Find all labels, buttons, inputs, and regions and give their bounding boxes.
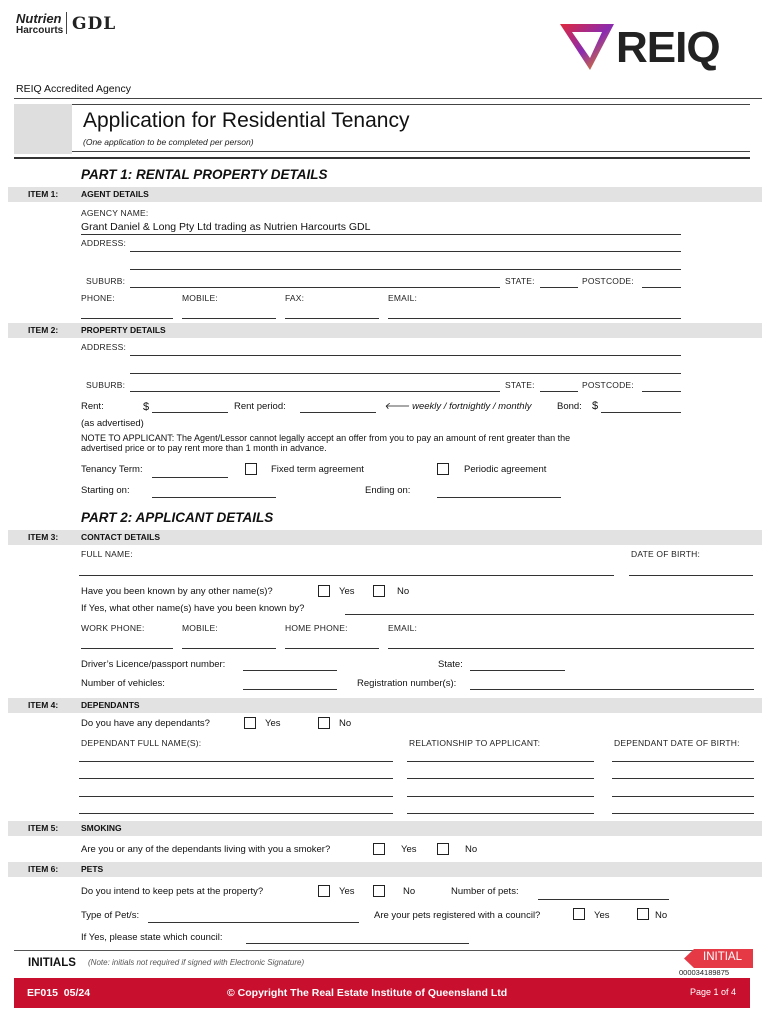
pets-yes-label: Yes	[339, 886, 355, 897]
applicant-email-field[interactable]	[388, 648, 754, 649]
council-field[interactable]	[246, 943, 469, 944]
smoking-yes-label: Yes	[401, 844, 417, 855]
other-names-no-checkbox[interactable]	[373, 585, 385, 597]
item5-number: ITEM 5:	[28, 823, 59, 833]
property-address-label: ADDRESS:	[81, 342, 127, 352]
periodic-checkbox[interactable]	[437, 463, 449, 475]
agent-mobile-field[interactable]	[182, 318, 276, 319]
pets-number-field[interactable]	[538, 899, 669, 900]
item4-bar	[8, 698, 762, 713]
agent-suburb-label: SUBURB:	[86, 276, 126, 286]
full-name-label: FULL NAME:	[81, 549, 133, 559]
reiq-logo-mark-icon	[556, 18, 620, 74]
part1-heading: PART 1: RENTAL PROPERTY DETAILS	[81, 167, 328, 182]
agent-state-field[interactable]	[540, 287, 578, 288]
dependant-relationship-field-3[interactable]	[407, 796, 594, 797]
item6-title: PETS	[81, 864, 104, 874]
page-subtitle: (One application to be completed per person)	[83, 137, 254, 147]
note-line-1: NOTE TO APPLICANT: The Agent/Lessor cannot legally accept an offer from you to pay an amount of rent greater than the	[81, 433, 571, 443]
agent-fax-field[interactable]	[285, 318, 379, 319]
ending-on-field[interactable]	[437, 497, 561, 498]
fixed-term-label: Fixed term agreement	[271, 464, 364, 475]
other-names-question: Have you been known by any other name(s)?	[81, 586, 273, 597]
council-label: If Yes, please state which council:	[81, 932, 223, 943]
pet-type-label: Type of Pet/s:	[81, 910, 140, 921]
dependants-yes-label: Yes	[265, 718, 281, 729]
item1-title: AGENT DETAILS	[81, 189, 149, 199]
dependant-name-field-4[interactable]	[79, 813, 393, 814]
agent-logo-harcourts: Harcourts	[16, 25, 64, 36]
other-names-no-label: No	[397, 586, 410, 597]
agent-address-label: ADDRESS:	[81, 238, 127, 248]
item5-bar	[8, 821, 762, 836]
registered-yes-checkbox[interactable]	[573, 908, 585, 920]
agency-name-value[interactable]: Grant Daniel & Long Pty Ltd trading as Nutrien Harcourts GDL	[81, 221, 371, 233]
licence-field[interactable]	[243, 670, 337, 671]
tenancy-term-field[interactable]	[152, 477, 228, 478]
agency-name-label: AGENCY NAME:	[81, 208, 149, 218]
bond-label: Bond:	[557, 401, 582, 412]
smoking-no-checkbox[interactable]	[437, 843, 449, 855]
agent-phone-label: PHONE:	[81, 293, 115, 303]
dependant-relationship-field-2[interactable]	[407, 778, 594, 779]
item4-number: ITEM 4:	[28, 700, 59, 710]
home-phone-label: HOME PHONE:	[285, 623, 348, 633]
copyright: © Copyright The Real Estate Institute of Queensland Ltd	[227, 987, 508, 999]
other-names-yes-checkbox[interactable]	[318, 585, 330, 597]
item6-number: ITEM 6:	[28, 864, 59, 874]
agent-logo	[14, 6, 134, 38]
page-number: Page 1 of 4	[690, 987, 737, 997]
property-address-field[interactable]	[130, 355, 681, 356]
as-advertised: (as advertised)	[81, 418, 144, 429]
registration-label: Registration number(s):	[357, 678, 457, 689]
initial-tag-label: INITIAL	[703, 951, 742, 963]
registration-field[interactable]	[470, 689, 754, 690]
property-state-label: STATE:	[505, 380, 535, 390]
agent-email-label: EMAIL:	[388, 293, 418, 303]
smoking-yes-checkbox[interactable]	[373, 843, 385, 855]
part2-heading: PART 2: APPLICANT DETAILS	[81, 510, 274, 525]
smoking-question: Are you or any of the dependants living with you a smoker?	[81, 844, 331, 855]
dependants-yes-checkbox[interactable]	[244, 717, 256, 729]
dependant-name-field-3[interactable]	[79, 796, 393, 797]
pets-no-label: No	[403, 886, 416, 897]
rent-period-field[interactable]	[300, 412, 376, 413]
agent-postcode-label: POSTCODE:	[582, 276, 634, 286]
initials-label: INITIALS	[28, 957, 76, 969]
pets-number-label: Number of pets:	[451, 886, 519, 897]
agent-suburb-field[interactable]	[130, 287, 500, 288]
dependant-dob-field-2[interactable]	[612, 778, 754, 779]
other-names-if-yes: If Yes, what other name(s) have you been known by?	[81, 603, 305, 614]
item2-bar	[8, 323, 762, 338]
page-title: Application for Residential Tenancy	[83, 109, 410, 132]
agent-logo-nutrien: Nutrien	[16, 11, 62, 26]
tenancy-term-label: Tenancy Term:	[81, 464, 143, 475]
vehicles-field[interactable]	[243, 689, 337, 690]
item5-title: SMOKING	[81, 823, 122, 833]
smoking-no-label: No	[465, 844, 478, 855]
dependant-dob-field-3[interactable]	[612, 796, 754, 797]
dependants-question: Do you have any dependants?	[81, 718, 210, 729]
item1-bar	[8, 187, 762, 202]
initials-code: 000034189875	[679, 968, 730, 977]
rent-dollar: $	[143, 401, 150, 413]
property-suburb-field[interactable]	[130, 391, 500, 392]
dependant-relationship-header: RELATIONSHIP TO APPLICANT:	[409, 738, 541, 748]
dob-label: DATE OF BIRTH:	[631, 549, 701, 559]
pets-registered-question: Are your pets registered with a council?	[374, 910, 541, 921]
applicant-mobile-field[interactable]	[182, 648, 276, 649]
home-phone-field[interactable]	[285, 648, 379, 649]
dependant-name-field-2[interactable]	[79, 778, 393, 779]
full-name-field[interactable]	[79, 575, 614, 576]
rent-period-label: Rent period:	[234, 401, 286, 412]
agent-fax-label: FAX:	[285, 293, 305, 303]
reiq-logo	[556, 18, 762, 76]
dependant-relationship-field-4[interactable]	[407, 813, 594, 814]
work-phone-label: WORK PHONE:	[81, 623, 145, 633]
item3-bar	[8, 530, 762, 545]
item3-number: ITEM 3:	[28, 532, 59, 542]
agent-mobile-label: MOBILE:	[182, 293, 218, 303]
registered-no-label: No	[655, 910, 668, 921]
dependants-no-checkbox[interactable]	[318, 717, 330, 729]
initial-tag[interactable]	[684, 949, 753, 968]
agent-state-label: STATE:	[505, 276, 535, 286]
dependant-name-field-1[interactable]	[79, 761, 393, 762]
registered-yes-label: Yes	[594, 910, 610, 921]
reiq-logo-text: REIQ	[616, 23, 720, 72]
bond-field[interactable]	[601, 412, 681, 413]
vehicles-label: Number of vehicles:	[81, 678, 165, 689]
title-grey-block	[14, 104, 72, 154]
initials-note: (Note: initials not required if signed with Electronic Signature)	[88, 958, 305, 967]
item3-title: CONTACT DETAILS	[81, 532, 161, 542]
bond-dollar: $	[592, 400, 599, 412]
licence-label: Driver’s Licence/passport number:	[81, 659, 226, 670]
rent-label: Rent:	[81, 401, 104, 412]
starting-on-field[interactable]	[152, 497, 276, 498]
accredited-agency: REIQ Accredited Agency	[16, 83, 131, 95]
agent-postcode-field[interactable]	[642, 287, 681, 288]
dependant-dob-header: DEPENDANT DATE OF BIRTH:	[614, 738, 740, 748]
dependant-relationship-field-1[interactable]	[407, 761, 594, 762]
dependant-dob-field-1[interactable]	[612, 761, 754, 762]
applicant-mobile-label: MOBILE:	[182, 623, 218, 633]
starting-on-label: Starting on:	[81, 485, 130, 496]
property-postcode-label: POSTCODE:	[582, 380, 634, 390]
property-address-field-2[interactable]	[130, 373, 681, 374]
dependant-dob-field-4[interactable]	[612, 813, 754, 814]
pet-type-field[interactable]	[148, 922, 359, 923]
dependants-no-label: No	[339, 718, 352, 729]
agent-logo-gdl: GDL	[72, 14, 117, 34]
registered-no-checkbox[interactable]	[637, 908, 649, 920]
rent-field[interactable]	[152, 412, 228, 413]
pets-yes-checkbox[interactable]	[318, 885, 330, 897]
pets-question: Do you intend to keep pets at the property?	[81, 886, 264, 897]
agent-address-field-2[interactable]	[130, 269, 681, 270]
item1-number: ITEM 1:	[28, 189, 59, 199]
footer-bar	[14, 978, 750, 1008]
licence-state-label: State:	[438, 659, 463, 670]
applicant-email-label: EMAIL:	[388, 623, 418, 633]
other-names-field[interactable]	[345, 614, 754, 615]
note-line-2: advertised price or to pay rent more than 1 month in advance.	[81, 443, 327, 453]
other-names-yes-label: Yes	[339, 586, 355, 597]
pets-no-checkbox[interactable]	[373, 885, 385, 897]
property-postcode-field[interactable]	[642, 391, 681, 392]
fixed-term-checkbox[interactable]	[245, 463, 257, 475]
rent-period-options: 🡐 weekly / fortnightly / monthly	[384, 401, 532, 412]
agent-phone-field[interactable]	[81, 318, 173, 319]
item2-title: PROPERTY DETAILS	[81, 325, 166, 335]
licence-state-field[interactable]	[470, 670, 565, 671]
work-phone-field[interactable]	[81, 648, 173, 649]
item2-number: ITEM 2:	[28, 325, 59, 335]
agent-email-field[interactable]	[388, 318, 681, 319]
ending-on-label: Ending on:	[365, 485, 411, 496]
property-suburb-label: SUBURB:	[86, 380, 126, 390]
agent-address-field[interactable]	[130, 251, 681, 252]
periodic-label: Periodic agreement	[464, 464, 547, 475]
property-state-field[interactable]	[540, 391, 578, 392]
form-code: EF015 05/24	[27, 987, 91, 999]
dob-field[interactable]	[629, 575, 753, 576]
dependant-names-header: DEPENDANT FULL NAME(S):	[81, 738, 202, 748]
item4-title: DEPENDANTS	[81, 700, 140, 710]
item6-bar	[8, 862, 762, 877]
